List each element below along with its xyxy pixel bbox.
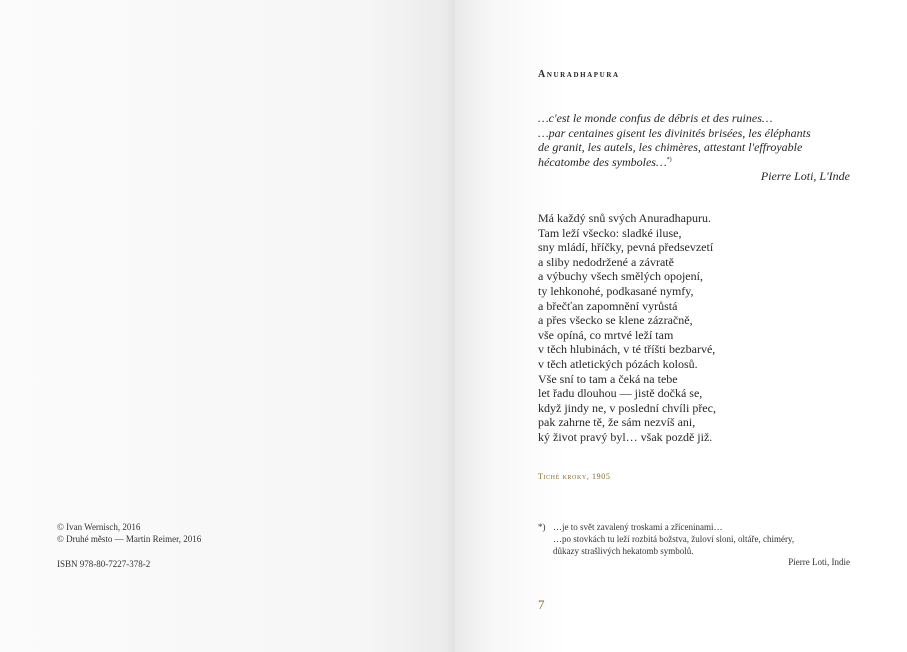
poem-line: a výbuchy všech smělých opojení, bbox=[538, 269, 703, 284]
epigraph-line: hécatombe des symboles… bbox=[538, 154, 667, 169]
poem-line: a sliby nedodržené a závratě bbox=[538, 254, 674, 269]
page-number: 7 bbox=[538, 597, 545, 612]
poem-line: sny mládí, hříčky, pevná předsevzetí bbox=[538, 240, 714, 255]
poem-line: v těch hlubinách, v té tříšti bezbarvé, bbox=[538, 342, 716, 357]
poem-line: v těch atletických pózách kolosů. bbox=[538, 356, 698, 371]
poem-title: Anuradhapura bbox=[538, 69, 620, 80]
collection-source: Tiché kroky, 1905 bbox=[538, 472, 611, 481]
isbn: ISBN 978-80-7227-378-2 bbox=[57, 559, 151, 569]
copyright-line: © Ivan Wernisch, 2016 bbox=[57, 522, 141, 532]
poem-line: Vše sní to tam a čeká na tebe bbox=[538, 371, 678, 386]
poem-body bbox=[538, 211, 716, 445]
poem-line: vše opíná, co mrtvé leží tam bbox=[538, 327, 674, 342]
epigraph-source: Pierre Loti, L'Inde bbox=[760, 169, 850, 183]
poem-line: když jindy ne, v poslední chvíli přec, bbox=[538, 400, 716, 415]
epigraph-line: …c'est le monde confus de débris et des ruines… bbox=[538, 111, 773, 125]
poem-line: a břečťan zapomnění vyrůstá bbox=[538, 298, 678, 313]
epigraph-line: de granit, les autels, les chimères, attestant l'effroyable bbox=[538, 140, 803, 155]
poem-line: ký život pravý byl… však pozdě již. bbox=[538, 429, 713, 444]
poem-line: ty lehkonohé, podkasané nymfy, bbox=[538, 283, 694, 298]
footnote-line: …je to svět zavalený troskami a zříceninami… bbox=[553, 522, 723, 532]
copyright-block bbox=[57, 521, 201, 545]
footnote-line: …po stovkách tu leží rozbitá božstva, žuloví sloni, oltáře, chiméry, bbox=[553, 534, 795, 544]
footnote-source: Pierre Loti, Indie bbox=[788, 557, 850, 567]
footnote-line: důkazy strašlivých hekatomb symbolů. bbox=[553, 546, 694, 556]
poem-line: Tam leží všecko: sladké iluse, bbox=[538, 225, 682, 240]
epigraph bbox=[538, 111, 853, 169]
poem-line: a přes všecko se klene zázračně, bbox=[538, 313, 693, 328]
epigraph-line: …par centaines gisent les divinités brisées, les éléphants bbox=[538, 125, 811, 140]
copyright-line: © Druhé město — Martin Reimer, 2016 bbox=[57, 534, 202, 544]
poem-line: pak zahrne tě, že sám nezvíš ani, bbox=[538, 415, 696, 430]
footnote-reference[interactable]: *) bbox=[666, 156, 672, 163]
poem-line: let řadu dlouhou — jistě dočká se, bbox=[538, 386, 703, 401]
poem-line: Má každý snů svých Anuradhapuru. bbox=[538, 211, 711, 225]
footnote-marker: *) bbox=[538, 522, 546, 532]
